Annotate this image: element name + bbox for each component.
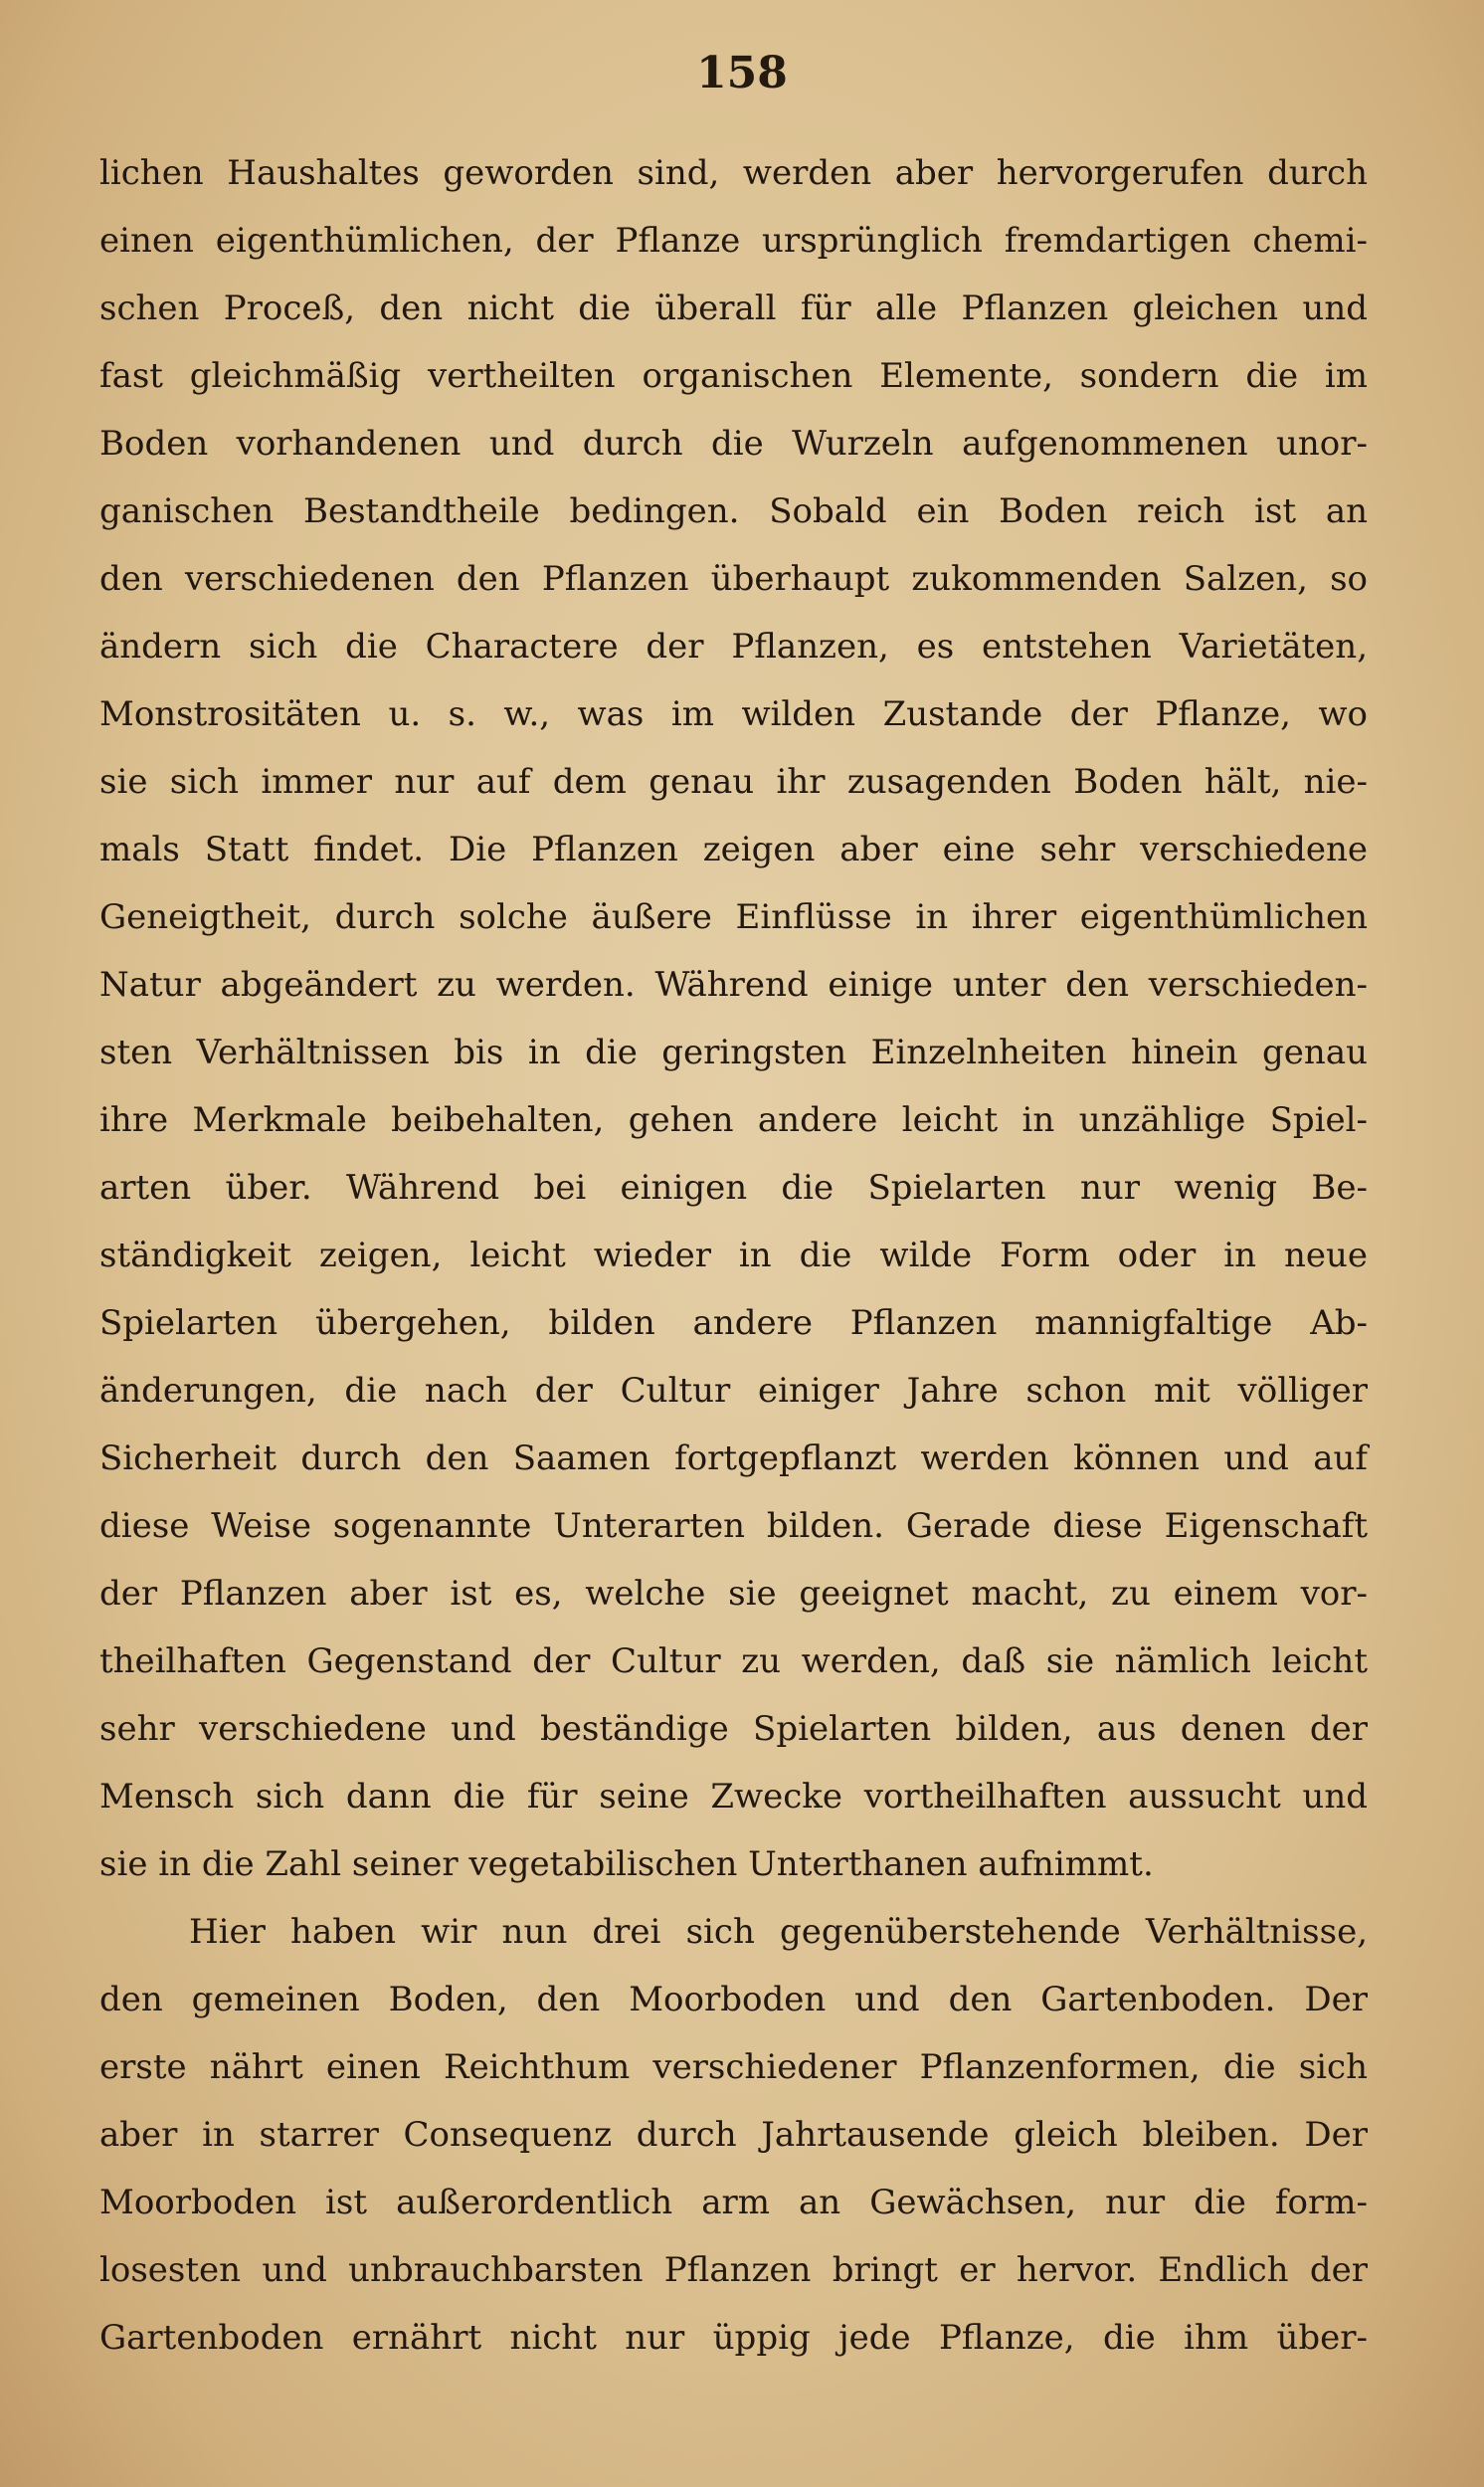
text-line: ändern sich die Charactere der Pflanzen, es entstehen Varietäten, xyxy=(99,627,1368,667)
text-line: Sicherheit durch den Saamen fortgepflanzt werden können und auf xyxy=(99,1438,1368,1478)
text-line: mals Statt findet. Die Pflanzen zeigen aber eine sehr verschiedene xyxy=(99,830,1368,869)
text-line: Moorboden ist außerordentlich arm an Gewächsen, nur die form- xyxy=(99,2183,1368,2222)
text-line: erste nährt einen Reichthum verschiedener Pflanzenformen, die sich xyxy=(99,2047,1368,2087)
text-line: ganischen Bestandtheile bedingen. Sobald ein Boden reich ist an xyxy=(99,491,1368,531)
text-line: sehr verschiedene und beständige Spielarten bilden, aus denen der xyxy=(99,1709,1368,1749)
page-number: 158 xyxy=(696,48,788,98)
text-line: Mensch sich dann die für seine Zwecke vortheilhaften aussucht und xyxy=(99,1777,1368,1817)
text-line: den gemeinen Boden, den Moorboden und den Gartenboden. Der xyxy=(99,1980,1368,2019)
text-line: Gartenboden ernährt nicht nur üppig jede Pflanze, die ihm über- xyxy=(99,2318,1368,2358)
paragraph-2 xyxy=(99,1898,1368,2372)
text-line: änderungen, die nach der Cultur einiger Jahre schon mit völliger xyxy=(99,1371,1368,1411)
text-line: den verschiedenen den Pflanzen überhaupt zukommenden Salzen, so xyxy=(99,559,1368,599)
text-line: losesten und unbrauchbarsten Pflanzen bringt er hervor. Endlich der xyxy=(99,2250,1368,2290)
text-line: aber in starrer Consequenz durch Jahrtausende gleich bleiben. Der xyxy=(99,2115,1368,2155)
text-line: ständigkeit zeigen, leicht wieder in die wilde Form oder in neue xyxy=(99,1236,1368,1275)
text-line: sten Verhältnissen bis in die geringsten Einzelnheiten hinein genau xyxy=(99,1033,1368,1072)
text-line: arten über. Während bei einigen die Spielarten nur wenig Be- xyxy=(99,1168,1368,1208)
text-line: diese Weise sogenannte Unterarten bilden. Gerade diese Eigenschaft xyxy=(99,1506,1368,1546)
text-line: Spielarten übergehen, bilden andere Pflanzen mannigfaltige Ab- xyxy=(99,1303,1368,1343)
text-line: lichen Haushaltes geworden sind, werden aber hervorgerufen durch xyxy=(99,153,1368,193)
text-line: Boden vorhandenen und durch die Wurzeln aufgenommenen unor- xyxy=(99,424,1368,464)
text-line: Natur abgeändert zu werden. Während einige unter den verschieden- xyxy=(99,965,1368,1005)
text-line: einen eigenthümlichen, der Pflanze ursprünglich fremdartigen chemi- xyxy=(99,221,1368,261)
text-line: der Pflanzen aber ist es, welche sie geeignet macht, zu einem vor- xyxy=(99,1574,1368,1614)
text-line: theilhaften Gegenstand der Cultur zu werden, daß sie nämlich leicht xyxy=(99,1641,1368,1681)
text-line: Monstrositäten u. s. w., was im wilden Zustande der Pflanze, wo xyxy=(99,694,1368,734)
text-line: fast gleichmäßig vertheilten organischen Elemente, sondern die im xyxy=(99,356,1368,396)
text-line: Geneigtheit, durch solche äußere Einflüsse in ihrer eigenthümlichen xyxy=(99,897,1368,937)
text-line: ihre Merkmale beibehalten, gehen andere leicht in unzählige Spiel- xyxy=(99,1100,1368,1140)
paragraph-1 xyxy=(99,139,1368,1898)
body-text xyxy=(99,139,1368,2372)
text-line: schen Proceß, den nicht die überall für alle Pflanzen gleichen und xyxy=(99,288,1368,328)
text-line: sie in die Zahl seiner vegetabilischen Unterthanen aufnimmt. xyxy=(99,1844,1154,1884)
text-line: sie sich immer nur auf dem genau ihr zusagenden Boden hält, nie- xyxy=(99,762,1368,802)
text-line: Hier haben wir nun drei sich gegenüberstehende Verhältnisse, xyxy=(189,1912,1368,1952)
